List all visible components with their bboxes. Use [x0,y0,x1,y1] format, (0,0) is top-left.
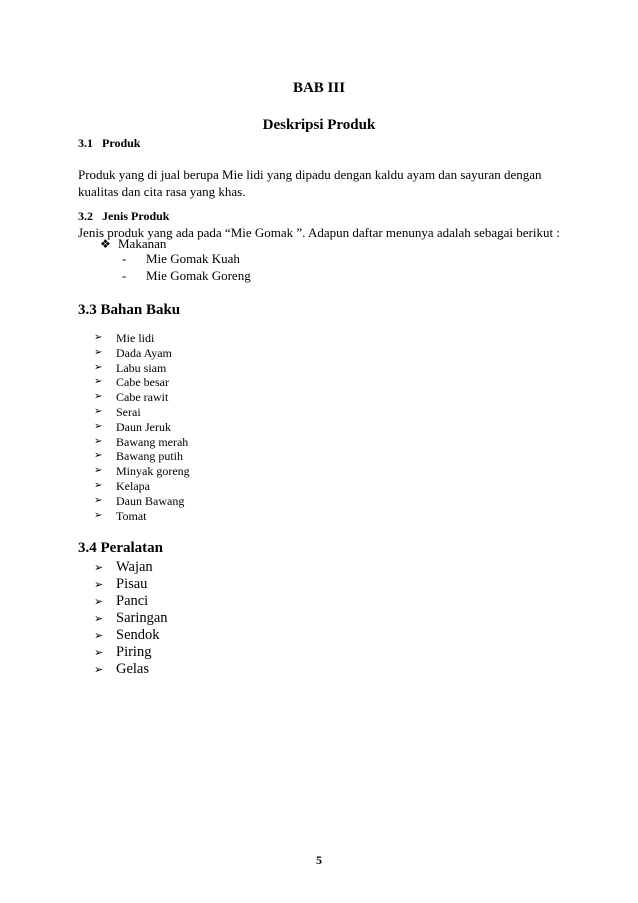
arrow-bullet-icon: ➢ [94,479,103,491]
list-item [122,250,251,267]
section-3-1-number: 3.1 [78,136,93,150]
ingredient-label: Daun Bawang [116,493,185,508]
list-item [94,576,168,593]
list-item [94,361,190,376]
arrow-bullet-icon: ➢ [94,361,103,373]
list-item [94,346,190,361]
equipment-label: Wajan [116,559,153,575]
ingredient-label: Minyak goreng [116,464,190,479]
arrow-bullet-icon: ➢ [94,391,103,403]
list-item [94,479,190,494]
arrow-bullet-icon: ➢ [94,332,103,343]
list-item [94,494,190,509]
menu-item-label: Mie Gomak Goreng [146,268,251,283]
equipment-label: Piring [116,644,152,660]
equipment-label: Pisau [116,576,148,592]
arrow-bullet-icon: ➢ [94,465,103,477]
list-item [94,375,190,390]
section-3-1-title: Produk [102,136,141,150]
menu-item-label: Mie Gomak Kuah [146,251,240,266]
list-item [94,331,190,346]
equipment-list [94,559,168,678]
arrow-bullet-icon: ➢ [94,561,104,574]
arrow-bullet-icon: ➢ [94,450,103,462]
list-item [94,449,190,464]
category-label: Makanan [118,236,167,251]
arrow-bullet-icon: ➢ [94,509,103,521]
ingredient-label: Bawang putih [116,449,183,464]
section-3-1-paragraph: Produk yang di jual berupa Mie lidi yang dipadu dengan kaldu ayam dan sayuran dengan kualitas dan cita rasa yang khas. [78,167,542,199]
list-item [94,593,168,610]
arrow-bullet-icon: ➢ [94,663,104,676]
section-3-2-title: Jenis Produk [102,209,170,223]
arrow-bullet-icon: ➢ [94,595,104,608]
ingredient-label: Tomat [116,508,147,523]
ingredient-label: Kelapa [116,478,150,493]
list-item [94,509,190,524]
ingredient-label: Mie lidi [116,331,155,345]
dash-bullet: - [122,251,127,266]
section-3-1-heading [78,136,140,151]
arrow-bullet-icon: ➢ [94,346,103,358]
list-item [94,420,190,435]
arrow-bullet-icon: ➢ [94,646,104,659]
equipment-label: Sendok [116,627,160,643]
list-item [122,267,251,284]
equipment-label: Saringan [116,610,168,626]
dash-bullet: - [122,268,127,283]
arrow-bullet-icon: ➢ [94,420,103,432]
ingredient-label: Bawang merah [116,434,189,449]
arrow-bullet-icon: ➢ [94,629,104,642]
list-item [94,559,168,576]
section-3-2-number: 3.2 [78,209,93,223]
chapter-title: BAB III [292,80,346,96]
diamond-bullet-icon: ❖ [100,237,111,251]
list-item [94,390,190,405]
ingredient-label: Serai [116,404,141,419]
arrow-bullet-icon: ➢ [94,435,103,447]
ingredient-label: Cabe besar [116,375,169,390]
arrow-bullet-icon: ➢ [94,405,103,417]
list-item [94,610,168,627]
menu-list [122,250,251,284]
list-item [94,644,168,661]
ingredient-label: Labu siam [116,360,167,375]
ingredients-list [94,331,190,523]
arrow-bullet-icon: ➢ [94,612,104,625]
section-3-2-paragraph: Jenis produk yang ada pada “Mie Gomak ”. Adapun daftar menunya adalah sebagai berikut : [78,225,560,240]
arrow-bullet-icon: ➢ [94,494,103,506]
page-number: 5 [316,853,322,867]
list-item [94,464,190,479]
list-item [94,405,190,420]
section-3-2-heading [78,209,169,224]
arrow-bullet-icon: ➢ [94,578,104,591]
equipment-label: Gelas [116,661,150,677]
section-3-3-heading: 3.3 Bahan Baku [78,302,181,318]
ingredient-label: Dada Ayam [116,345,172,360]
list-item [94,661,168,678]
list-item [94,627,168,644]
ingredient-label: Cabe rawit [116,390,169,405]
equipment-label: Panci [116,593,149,609]
ingredient-label: Daun Jeruk [116,419,171,434]
list-item [94,435,190,450]
arrow-bullet-icon: ➢ [94,376,103,388]
chapter-subtitle: Deskripsi Produk [262,117,376,133]
section-3-4-heading: 3.4 Peralatan [78,540,163,556]
